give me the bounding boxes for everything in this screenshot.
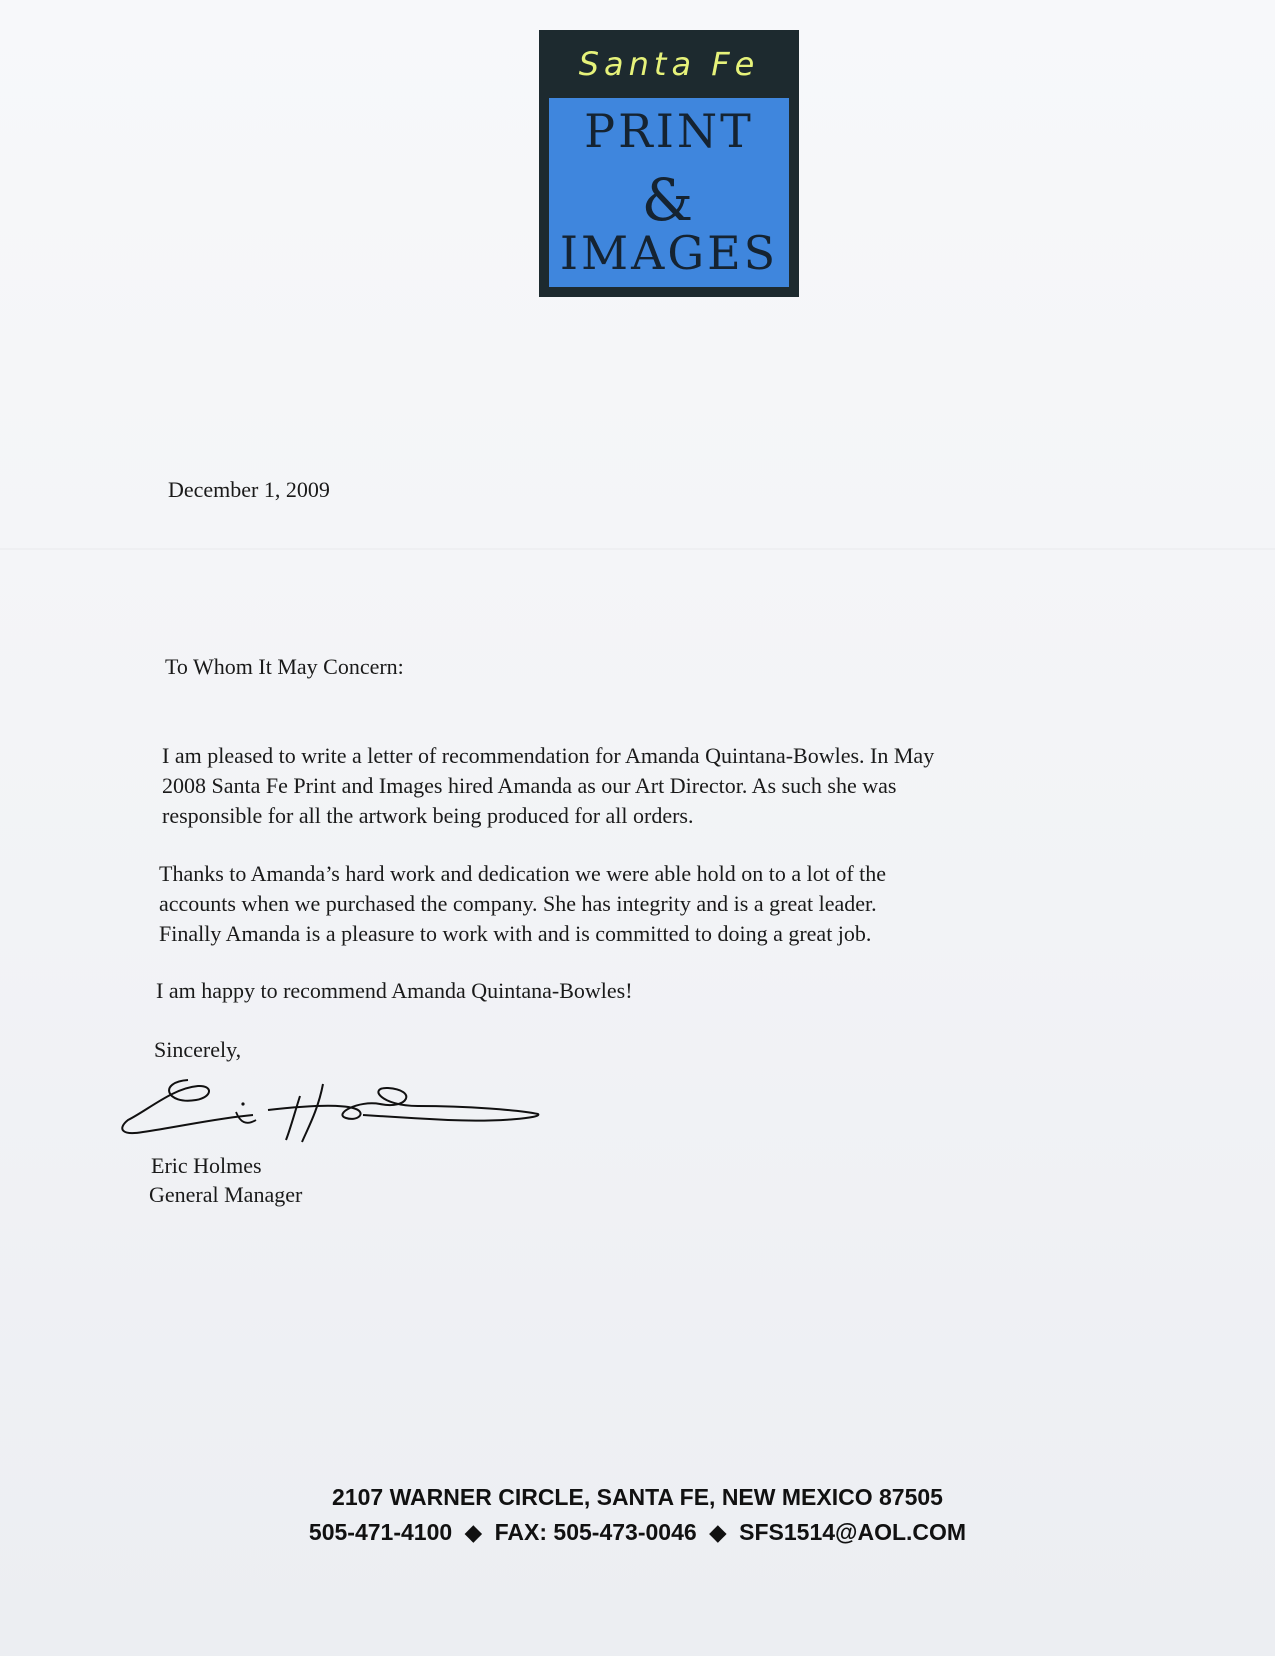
letter-date: December 1, 2009 bbox=[168, 477, 330, 502]
paragraph-1-line: I am pleased to write a letter of recommendation for Amanda Quintana-Bowles. In May bbox=[162, 743, 935, 768]
logo-images: IMAGES bbox=[559, 226, 779, 280]
diamond-icon: ◆ bbox=[709, 1519, 727, 1545]
company-logo bbox=[539, 30, 799, 297]
paper-fold-line bbox=[0, 548, 1275, 550]
paragraph-2-line: accounts when we purchased the company. She has integrity and is a great leader. bbox=[159, 891, 877, 916]
letter-greeting: To Whom It May Concern: bbox=[165, 654, 404, 679]
letter-closing: Sincerely, bbox=[154, 1037, 242, 1062]
logo-ampersand: & bbox=[641, 166, 697, 234]
logo-print: PRINT bbox=[584, 104, 754, 158]
footer-fax: FAX: 505-473-0046 bbox=[494, 1519, 697, 1545]
paragraph-3: I am happy to recommend Amanda Quintana-Bowles! bbox=[156, 978, 633, 1003]
logo-santa-fe: Santa Fe bbox=[578, 45, 760, 83]
footer-email: SFS1514@AOL.COM bbox=[739, 1519, 967, 1545]
handwritten-signature bbox=[118, 1070, 548, 1145]
footer-address: 2107 WARNER CIRCLE, SANTA FE, NEW MEXICO 87505 bbox=[332, 1484, 943, 1510]
footer-phone: 505-471-4100 bbox=[308, 1519, 453, 1545]
logo-blue-panel bbox=[549, 98, 789, 287]
footer-contact bbox=[0, 1519, 1275, 1546]
paragraph-1-line: responsible for all the artwork being produced for all orders. bbox=[162, 803, 694, 828]
paragraph-1 bbox=[162, 741, 934, 831]
signer-name: Eric Holmes bbox=[151, 1153, 262, 1178]
paragraph-2-line: Finally Amanda is a pleasure to work with and is committed to doing a great job. bbox=[159, 921, 872, 946]
diamond-icon: ◆ bbox=[464, 1519, 483, 1545]
signer-title: General Manager bbox=[149, 1182, 303, 1207]
paragraph-2 bbox=[159, 859, 886, 949]
paragraph-2-line: Thanks to Amanda’s hard work and dedication we were able hold on to a lot of the bbox=[159, 861, 887, 886]
paragraph-1-line: 2008 Santa Fe Print and Images hired Amanda as our Art Director. As such she was bbox=[162, 773, 897, 798]
